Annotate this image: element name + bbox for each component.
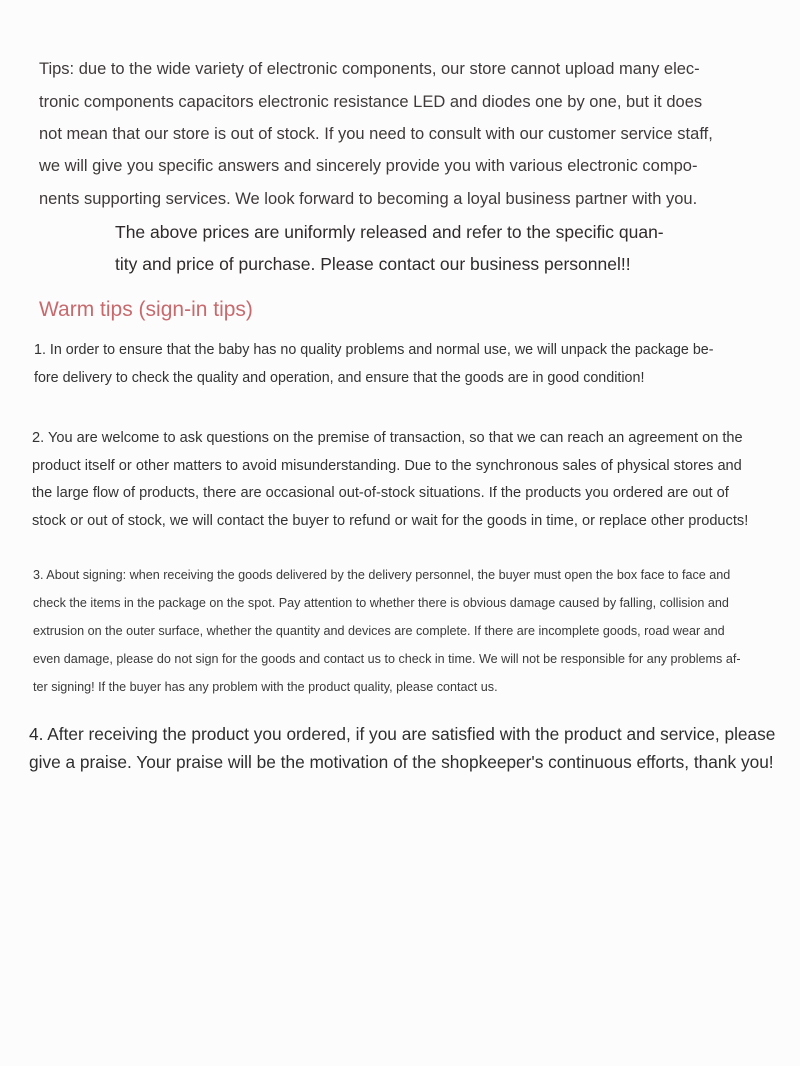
warm-tip-item-3-line: ter signing! If the buyer has any problem with the product quality, please contact us.: [33, 680, 498, 694]
warm-tip-item-4-line: give a praise. Your praise will be the motivation of the shopkeeper's continuous efforts, thank you!: [29, 752, 774, 772]
warm-tip-item-1-line: fore delivery to check the quality and operation, and ensure that the goods are in good condition!: [34, 370, 645, 386]
warm-tip-item-2-line: product itself or other matters to avoid misunderstanding. Due to the synchronous sales of physical stores and: [32, 458, 742, 474]
tips-line: Tips: due to the wide variety of electronic components, our store cannot upload many elec-: [39, 60, 700, 78]
warm-tip-item-3-line: check the items in the package on the spot. Pay attention to whether there is obvious damage caused by falling, collision and: [33, 596, 729, 610]
tips-line: we will give you specific answers and sincerely provide you with various electronic compo-: [39, 157, 698, 175]
prices-notice-line: tity and price of purchase. Please contact our business personnel!!: [115, 254, 631, 274]
tips-line: nents supporting services. We look forward to becoming a loyal business partner with you.: [39, 190, 698, 208]
warm-tips-title: Warm tips (sign-in tips): [39, 298, 253, 321]
warm-tip-item-1-line: 1. In order to ensure that the baby has no quality problems and normal use, we will unpack the package be-: [34, 342, 714, 358]
warm-tip-item-2-line: stock or out of stock, we will contact the buyer to refund or wait for the goods in time, or replace other products!: [32, 513, 749, 529]
warm-tip-item-3-line: 3. About signing: when receiving the goods delivered by the delivery personnel, the buyer must open the box face to face and: [33, 568, 731, 582]
warm-tip-item-2-line: the large flow of products, there are occasional out-of-stock situations. If the products you ordered are out of: [32, 485, 729, 501]
tips-line: tronic components capacitors electronic resistance LED and diodes one by one, but it does: [39, 93, 703, 111]
prices-notice-line: The above prices are uniformly released and refer to the specific quan-: [115, 222, 664, 242]
warm-tip-item-4-line: 4. After receiving the product you ordered, if you are satisfied with the product and service, please: [29, 724, 776, 744]
warm-tip-item-3-line: extrusion on the outer surface, whether the quantity and devices are complete. If there are incomplete goods, road wear and: [33, 624, 725, 638]
warm-tip-item-2-line: 2. You are welcome to ask questions on the premise of transaction, so that we can reach an agreement on the: [32, 430, 743, 446]
tips-line: not mean that our store is out of stock. If you need to consult with our customer service staff,: [39, 125, 713, 143]
warm-tip-item-3-line: even damage, please do not sign for the goods and contact us to check in time. We will not be responsible for any problems af-: [33, 652, 741, 666]
